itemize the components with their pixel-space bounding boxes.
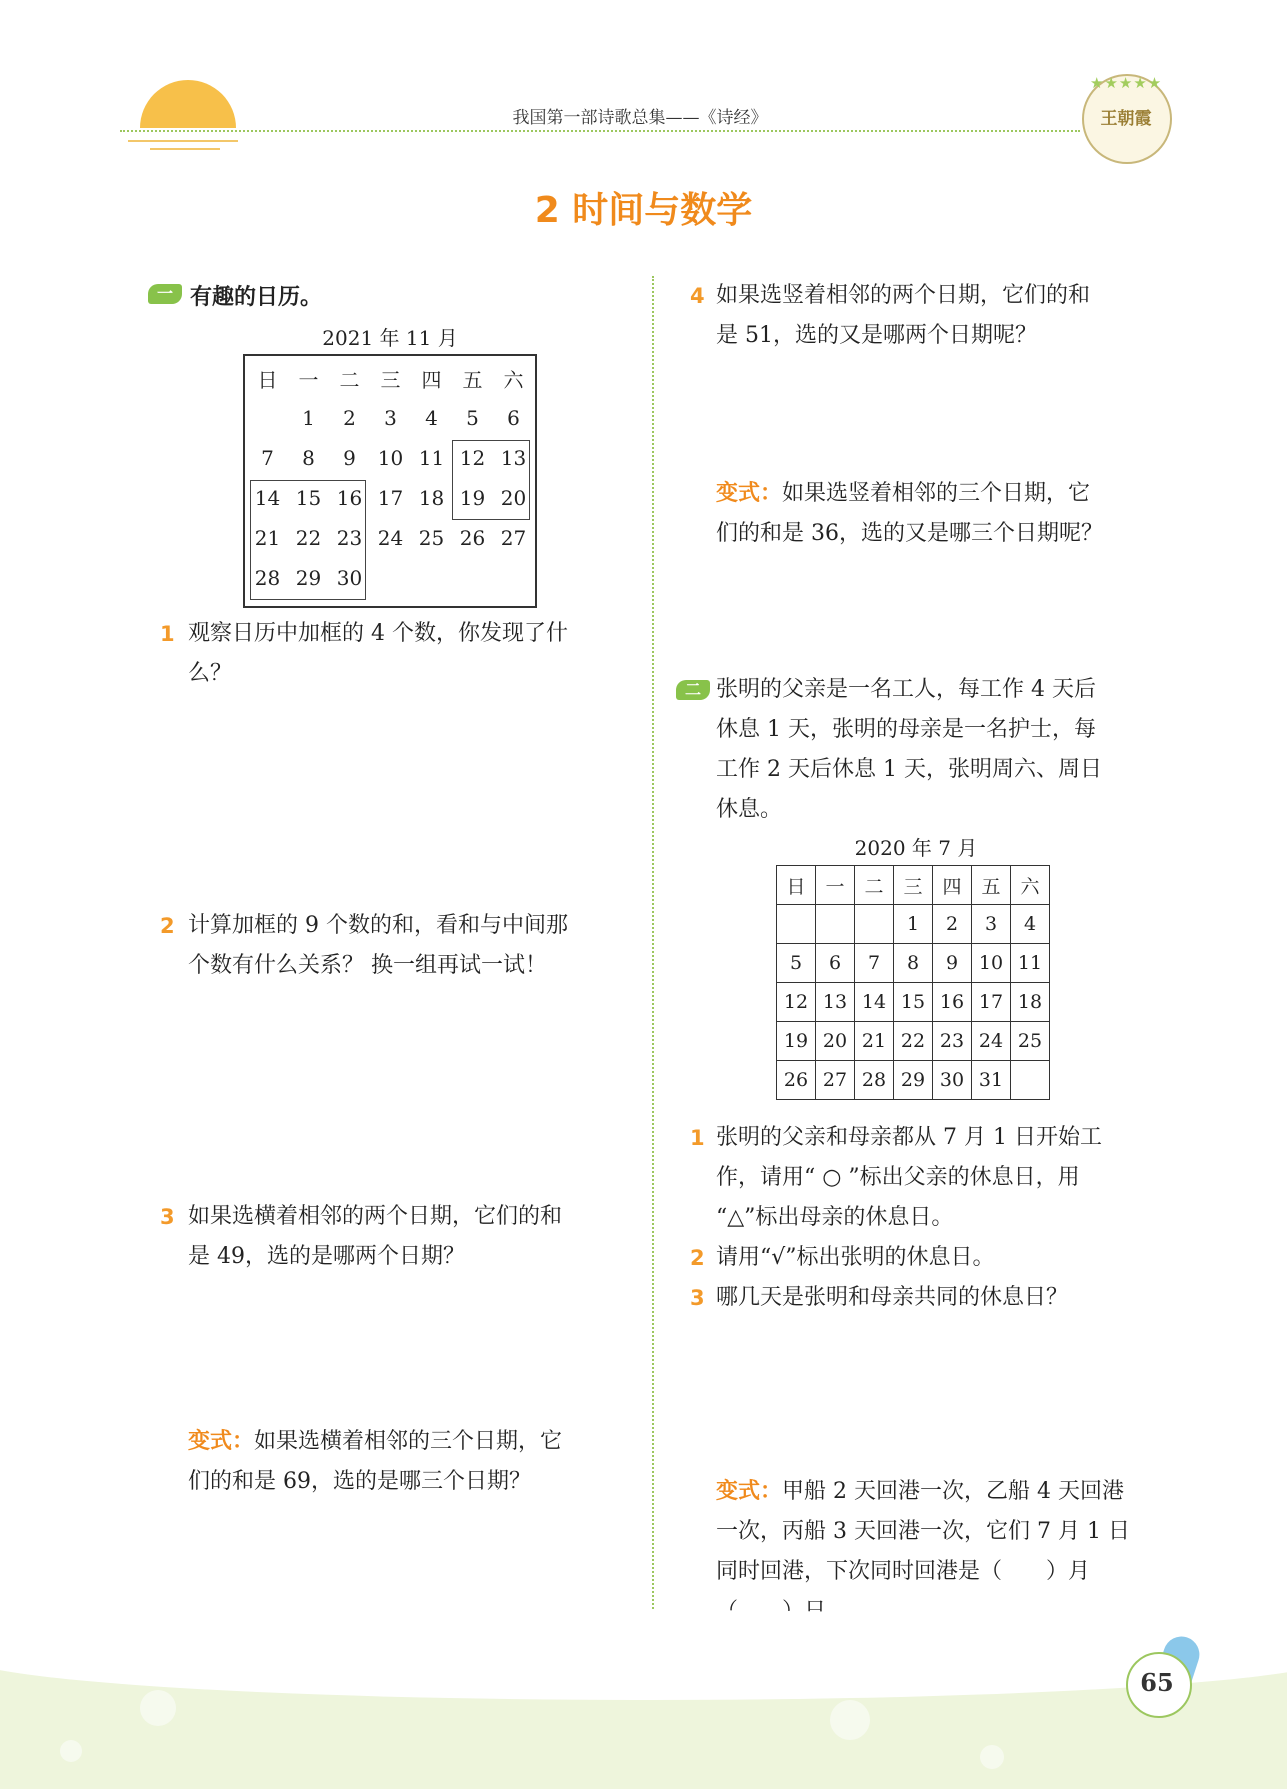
text-line: 如果选横着相邻的三个日期，它	[254, 1429, 563, 1454]
variant-label: 变式：	[188, 1429, 255, 1454]
question-number: 2	[690, 1246, 705, 1270]
header-rule	[120, 130, 1080, 132]
calendar-day: 9	[933, 944, 972, 983]
text-line: 计算加框的 9 个数的和，看和与中间那	[188, 913, 568, 938]
calendar-day: 31	[972, 1061, 1011, 1100]
calendar-day: 12	[777, 983, 816, 1022]
calendar-week-row	[777, 1061, 1050, 1100]
calendar-day: 30	[933, 1061, 972, 1100]
text-line: 是 51，选的又是哪两个日期呢？	[716, 323, 1037, 348]
framed-group-4	[452, 440, 530, 520]
weekday: 二	[339, 367, 360, 392]
running-head: 我国第一部诗歌总集——《诗经》	[512, 108, 768, 128]
weekday: 二	[855, 866, 894, 905]
calendar-day: 4	[1011, 905, 1050, 944]
column-divider	[652, 276, 654, 1636]
text-line: 甲船 2 天回港一次，乙船 4 天回港	[782, 1479, 1124, 1504]
text-line: 么？	[188, 661, 233, 686]
calendar-week-row	[777, 1022, 1050, 1061]
calendar-day: 14	[254, 486, 281, 510]
calendar-day: 25	[418, 526, 445, 550]
text-line: 个数有什么关系？ 换一组再试一试！	[188, 953, 547, 978]
calendar-day: 23	[336, 526, 363, 550]
calendar-day: 27	[500, 526, 527, 550]
calendar-day	[411, 558, 452, 598]
question-number: 3	[160, 1205, 175, 1229]
weekday: 五	[972, 866, 1011, 905]
calendar-day: 8	[894, 944, 933, 983]
calendar-day	[452, 558, 493, 598]
question-1-text	[188, 614, 568, 694]
variant-label: 变式：	[716, 1479, 783, 1504]
calendar-day: 15	[295, 486, 322, 510]
weekday: 四	[421, 367, 442, 392]
calendar-day: 5	[777, 944, 816, 983]
text-line: 作，请用“ ○ ”标出父亲的休息日，用	[716, 1165, 1080, 1190]
page-title: 2 时间与数学	[534, 190, 753, 231]
weekday: 四	[933, 866, 972, 905]
calendar-day	[1011, 1061, 1050, 1100]
calendar-day: 20	[816, 1022, 855, 1061]
calendar-day: 14	[855, 983, 894, 1022]
question-number: 4	[690, 284, 705, 308]
calendar-day	[777, 905, 816, 944]
bubble-decoration	[140, 1690, 176, 1726]
calendar-day: 17	[377, 486, 404, 510]
calendar-day	[493, 558, 534, 598]
question-number: 1	[160, 622, 175, 646]
text-line: 如果选竖着相邻的两个日期，它们的和	[716, 283, 1091, 308]
bubble-decoration	[980, 1745, 1004, 1769]
bubble-decoration	[830, 1700, 870, 1740]
calendar-day: 21	[254, 526, 281, 550]
calendar-day: 10	[377, 446, 404, 470]
s2-question-3-text	[716, 1278, 1068, 1318]
footer-wave	[0, 1610, 1287, 1700]
calendar-day: 26	[459, 526, 486, 550]
calendar-jul-2020	[776, 865, 1050, 1100]
text-line: 休息 1 天，张明的母亲是一名护士，每	[716, 717, 1096, 742]
question-number: 3	[690, 1286, 705, 1310]
variant-s2	[716, 1472, 1130, 1632]
calendar-day: 15	[894, 983, 933, 1022]
calendar-week-row	[777, 944, 1050, 983]
text-line: “△”标出母亲的休息日。	[716, 1205, 954, 1230]
calendar-day: 28	[855, 1061, 894, 1100]
s2-question-1-text	[716, 1118, 1102, 1238]
calendar-day: 9	[343, 446, 356, 470]
weekday: 日	[777, 866, 816, 905]
text-line: 是 49，选的是哪两个日期？	[188, 1244, 465, 1269]
calendar-day: 1	[302, 406, 315, 430]
calendar-week-row	[777, 983, 1050, 1022]
calendar-day	[816, 905, 855, 944]
weekday: 六	[1011, 866, 1050, 905]
calendar-day: 24	[377, 526, 404, 550]
text-line: 同时回港，下次同时回港是（ ）月	[716, 1559, 1091, 1584]
calendar-day: 7	[855, 944, 894, 983]
calendar-day: 27	[816, 1061, 855, 1100]
text-line: 工作 2 天后休息 1 天，张明周六、周日	[716, 757, 1102, 782]
text-line: 们的和是 36，选的又是哪三个日期呢？	[716, 521, 1103, 546]
question-number: 1	[690, 1126, 705, 1150]
page-number: 65	[1140, 1668, 1174, 1697]
section-tag: 二	[676, 680, 710, 700]
question-3-text	[188, 1197, 562, 1277]
weekday: 三	[380, 367, 401, 392]
calendar-day: 10	[972, 944, 1011, 983]
text-line: 休息。	[716, 797, 783, 822]
section2-intro	[716, 670, 1102, 830]
calendar-day: 20	[500, 486, 527, 510]
calendar-nov-2021	[243, 354, 537, 608]
calendar-day: 13	[500, 446, 527, 470]
calendar-day: 11	[418, 446, 445, 470]
calendar-day: 17	[972, 983, 1011, 1022]
variant-q4	[716, 474, 1103, 554]
calendar-day: 18	[418, 486, 445, 510]
calendar-weekday-row	[247, 358, 534, 398]
text-line: 哪几天是张明和母亲共同的休息日？	[716, 1285, 1069, 1310]
calendar-day: 21	[855, 1022, 894, 1061]
calendar-day: 8	[302, 446, 315, 470]
badge-stars: ★★★★★	[1090, 74, 1163, 92]
variant-left	[188, 1422, 562, 1502]
calendar-day: 11	[1011, 944, 1050, 983]
text-line: 如果选竖着相邻的三个日期，它	[782, 481, 1091, 506]
text-line: 如果选横着相邻的两个日期，它们的和	[188, 1204, 563, 1229]
text-line: 请用“√”标出张明的休息日。	[716, 1245, 995, 1270]
question-number: 2	[160, 914, 175, 938]
calendar-week-row	[247, 398, 534, 438]
text-line: 们的和是 69，选的是哪三个日期？	[188, 1469, 531, 1494]
calendar-day: 26	[777, 1061, 816, 1100]
calendar-day: 25	[1011, 1022, 1050, 1061]
calendar-day: 12	[459, 446, 486, 470]
text-line: 张明的父亲和母亲都从 7 月 1 日开始工	[716, 1125, 1102, 1150]
calendar-day: 28	[254, 566, 281, 590]
s2-question-2-text	[716, 1238, 995, 1278]
calendar-day: 16	[336, 486, 363, 510]
weekday: 六	[503, 367, 524, 392]
calendar-weekday-row	[777, 866, 1050, 905]
calendar-day: 19	[777, 1022, 816, 1061]
framed-group-9	[250, 480, 366, 600]
calendar-day: 23	[933, 1022, 972, 1061]
calendar-day: 7	[261, 446, 274, 470]
calendar-day: 29	[295, 566, 322, 590]
sun-reflection	[128, 140, 238, 142]
calendar-day: 30	[336, 566, 363, 590]
calendar-caption: 2021 年 11 月	[322, 326, 458, 350]
calendar-day: 18	[1011, 983, 1050, 1022]
question-2-text	[188, 906, 568, 986]
calendar-day: 19	[459, 486, 486, 510]
calendar-day: 1	[894, 905, 933, 944]
calendar-day: 29	[894, 1061, 933, 1100]
calendar-day: 3	[972, 905, 1011, 944]
calendar-day: 4	[425, 406, 438, 430]
text-line: 观察日历中加框的 4 个数，你发现了什	[188, 621, 568, 646]
weekday: 一	[816, 866, 855, 905]
text-line: 张明的父亲是一名工人，每工作 4 天后	[716, 677, 1096, 702]
calendar-week-row	[777, 905, 1050, 944]
calendar-day: 2	[343, 406, 356, 430]
section-title: 有趣的日历。	[190, 285, 323, 310]
calendar-day: 3	[384, 406, 397, 430]
variant-label: 变式：	[716, 481, 783, 506]
question-4-text	[716, 276, 1090, 356]
section-tag: 一	[148, 284, 182, 304]
calendar-day	[370, 558, 411, 598]
weekday: 一	[298, 367, 319, 392]
calendar-day	[855, 905, 894, 944]
calendar-day: 22	[894, 1022, 933, 1061]
calendar-day	[247, 398, 288, 438]
calendar-day: 2	[933, 905, 972, 944]
calendar-day: 24	[972, 1022, 1011, 1061]
calendar-day: 22	[295, 526, 322, 550]
badge-text: 王朝霞	[1100, 109, 1152, 129]
calendar-day: 13	[816, 983, 855, 1022]
sun-decoration	[140, 80, 236, 128]
sun-reflection	[150, 148, 220, 150]
calendar-day: 5	[466, 406, 479, 430]
weekday: 日	[257, 367, 278, 392]
text-line: 一次，丙船 3 天回港一次，它们 7 月 1 日	[716, 1519, 1130, 1544]
calendar-day: 6	[816, 944, 855, 983]
calendar-caption: 2020 年 7 月	[854, 836, 978, 860]
weekday: 五	[462, 367, 483, 392]
calendar-day: 16	[933, 983, 972, 1022]
calendar-day: 6	[507, 406, 520, 430]
bubble-decoration	[60, 1740, 82, 1762]
weekday: 三	[894, 866, 933, 905]
